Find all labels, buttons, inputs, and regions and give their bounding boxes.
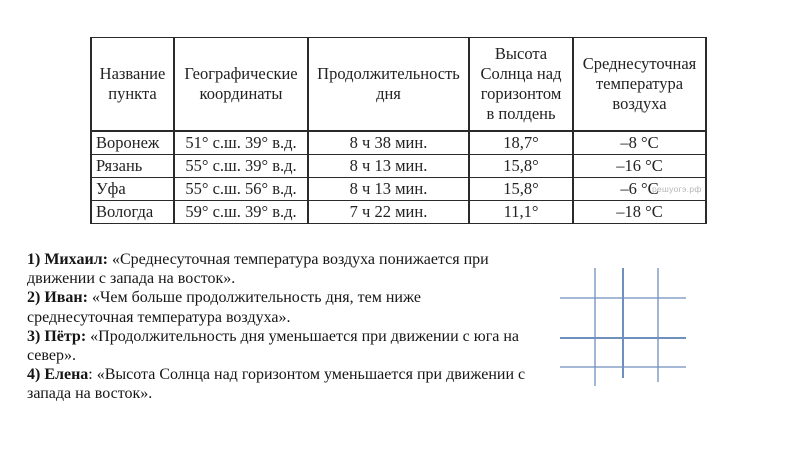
table-row (91, 131, 706, 155)
cell-day-length: 8 ч 38 мин. (308, 131, 469, 155)
header-coordinates: Географические координаты (174, 38, 308, 132)
cell-temperature: –16 °C (573, 155, 706, 178)
watermark: решуогэ.рф (652, 184, 702, 194)
statements-list (27, 250, 527, 404)
cell-temperature: –8 °C (573, 131, 706, 155)
cell-day-length: 7 ч 22 мин. (308, 201, 469, 224)
statement-item (27, 250, 527, 288)
statement-author: 2) Иван: (27, 289, 88, 307)
cell-coordinates: 59° с.ш. 39° в.д. (174, 201, 308, 224)
table-row (91, 201, 706, 224)
header-day-length: Продолжительность дня (308, 38, 469, 132)
statement-item (27, 327, 527, 365)
header-location-name: Название пункта (91, 38, 174, 132)
cell-location-name: Уфа (91, 178, 174, 201)
statement-item (27, 365, 527, 403)
geography-data-table (90, 37, 707, 224)
cell-temperature: –6 °C (573, 178, 706, 201)
table-header-row (91, 38, 706, 132)
header-temperature: Среднесуточная температура воздуха (573, 38, 706, 132)
answer-grid-figure (558, 268, 688, 390)
statement-author: 1) Михаил: (27, 251, 108, 268)
statement-text: «Чем больше продолжительность дня, тем ниже среднесуточная температура воздуха». (27, 289, 421, 326)
statement-text: : «Высота Солнца над горизонтом уменьшается при движении с запада на восток». (27, 366, 526, 403)
statement-text: «Среднесуточная температура воздуха понижается при движении с запада на восток». (27, 251, 489, 288)
cell-day-length: 8 ч 13 мин. (308, 178, 469, 201)
cell-sun-height: 11,1° (469, 201, 573, 224)
cell-day-length: 8 ч 13 мин. (308, 155, 469, 178)
cell-coordinates: 55° с.ш. 39° в.д. (174, 155, 308, 178)
statement-author: 3) Пётр: (27, 327, 87, 345)
cell-coordinates: 55° с.ш. 56° в.д. (174, 178, 308, 201)
statement-item (27, 288, 527, 326)
cell-sun-height: 15,8° (469, 155, 573, 178)
cell-sun-height: 18,7° (469, 131, 573, 155)
cell-coordinates: 51° с.ш. 39° в.д. (174, 131, 308, 155)
table-row (91, 178, 706, 201)
table-row (91, 155, 706, 178)
cell-sun-height: 15,8° (469, 178, 573, 201)
statement-author: 4) Елена (27, 366, 89, 384)
header-sun-height: Высота Солнца над горизонтом в полдень (469, 38, 573, 132)
statement-text: «Продолжительность дня уменьшается при движении с юга на север». (27, 327, 520, 365)
cell-location-name: Рязань (91, 155, 174, 178)
cell-location-name: Воронеж (91, 131, 174, 155)
cell-temperature: –18 °C (573, 201, 706, 224)
cell-location-name: Вологда (91, 201, 174, 224)
